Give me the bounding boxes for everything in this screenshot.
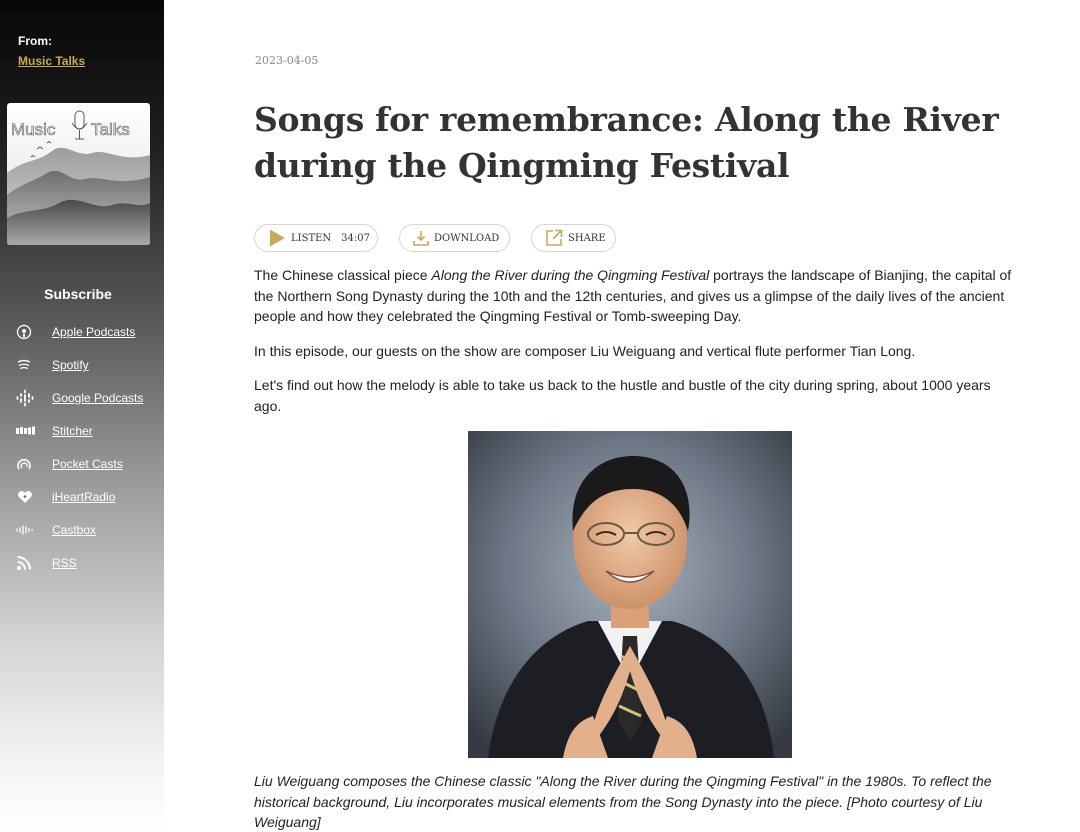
piece-title: Along the River during the Qingming Festival [431, 267, 710, 283]
cover-title-left: Music [11, 120, 56, 139]
episode-duration: 34:07 [341, 232, 370, 244]
subscribe-spotify[interactable] [16, 355, 89, 375]
download-label: DOWNLOAD [434, 232, 500, 244]
from-link-music-talks[interactable]: Music Talks [18, 54, 86, 68]
article-title: Songs for remembrance: Along the River during the Qingming Festival [254, 100, 999, 185]
subscribe-stitcher[interactable] [16, 421, 93, 441]
from-label: From: [18, 34, 52, 48]
subscribe-rss[interactable] [16, 553, 77, 573]
subscribe-pocket-casts[interactable] [16, 454, 123, 474]
iheartradio-icon [16, 489, 38, 505]
subscribe-label: Pocket Casts [52, 457, 123, 471]
subscribe-label: Spotify [52, 358, 89, 372]
podcast-cover-art [7, 103, 150, 245]
paragraph-text: The Chinese classical piece [254, 267, 432, 283]
download-button[interactable] [399, 224, 510, 252]
subscribe-label: Google Podcasts [52, 391, 144, 405]
portrait-illustration [468, 431, 792, 758]
pocket-casts-icon [16, 456, 38, 472]
subscribe-title: Subscribe [44, 286, 112, 302]
sidebar [0, 0, 164, 832]
cover-title-right: Talks [91, 120, 130, 139]
apple-podcasts-icon [16, 324, 38, 340]
publish-date: 2023-04-05 [255, 54, 319, 67]
share-button[interactable] [531, 224, 616, 252]
spotify-icon [16, 357, 38, 373]
subscribe-label: iHeartRadio [52, 490, 116, 504]
microphone-icon [72, 111, 87, 139]
photo-caption: Liu Weiguang composes the Chinese classic "Along the River during the Qingming Festival" in the 1980s. To reflect the historical background, Liu incorporates musical elements from the Song Dynasty into the piece. [Photo courtesy of Liu Weiguang] [254, 773, 992, 830]
download-icon [412, 229, 430, 247]
subscribe-label: RSS [52, 556, 77, 570]
article-paragraph-1 [254, 265, 1014, 327]
podcast-cover[interactable] [7, 103, 150, 245]
castbox-icon [16, 522, 38, 538]
article-paragraph-3: Let's find out how the melody is able to take us back to the hustle and bustle of the city during spring, about 1000 years ago. [254, 377, 991, 414]
rss-icon [16, 555, 38, 571]
subscribe-label: Apple Podcasts [52, 325, 136, 339]
google-podcasts-icon [16, 390, 38, 406]
subscribe-label: Castbox [52, 523, 97, 537]
listen-label: LISTEN [291, 232, 332, 244]
article-paragraph-2: In this episode, our guests on the show are composer Liu Weiguang and vertical flute performer Tian Long. [254, 343, 916, 359]
share-icon [544, 228, 564, 248]
article-photo [468, 431, 792, 758]
play-icon [267, 228, 287, 248]
share-label: SHARE [568, 232, 606, 244]
subscribe-google-podcasts[interactable] [16, 388, 143, 408]
paragraph-text: portrays the landscape of Bianjing, the capital of the Northern Song Dynasty during the 10th and the 12th centuries, and gives us a glimpse of the daily lives of the ancient people and how they celebrated the Qingming Festival or Tomb-sweeping Day. [254, 267, 1012, 324]
listen-button[interactable] [254, 224, 378, 252]
subscribe-iheartradio[interactable] [16, 487, 115, 507]
stitcher-icon [16, 423, 38, 439]
subscribe-castbox[interactable] [16, 520, 96, 540]
subscribe-apple-podcasts[interactable] [16, 322, 135, 342]
subscribe-label: Stitcher [52, 424, 93, 438]
